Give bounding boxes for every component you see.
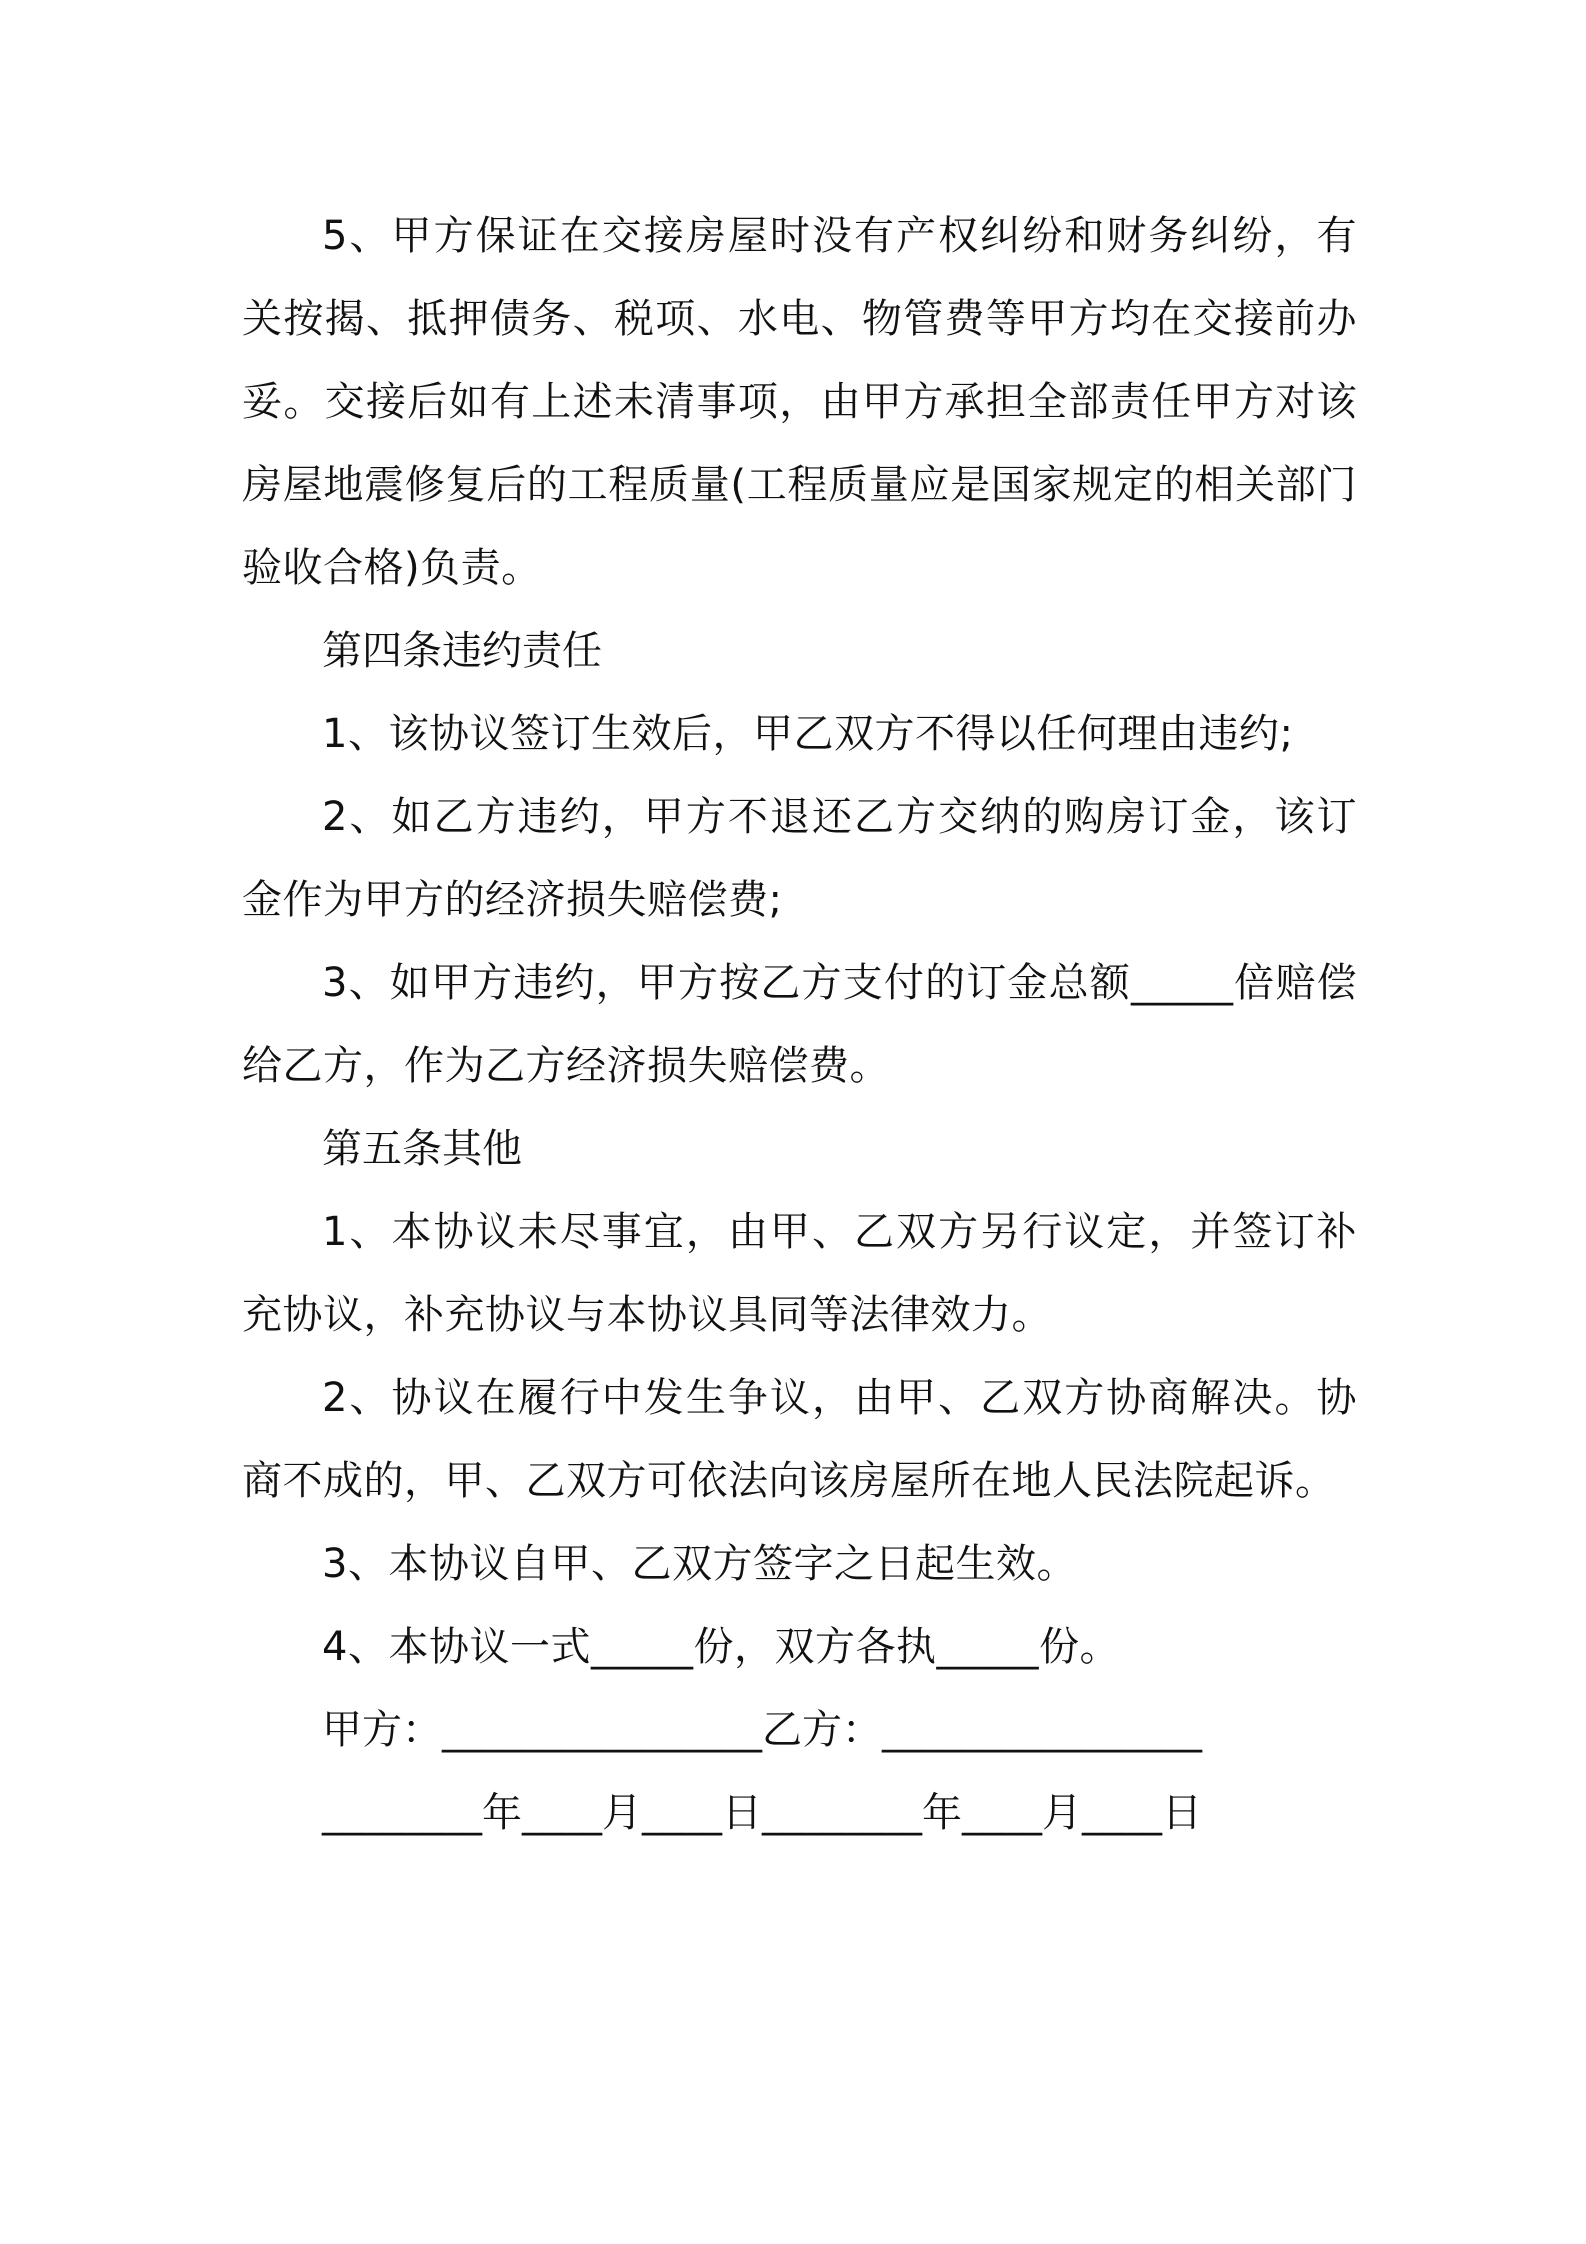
article-4-heading: 第四条违约责任 bbox=[322, 628, 602, 674]
clause-4-item-1: 1、该协议签订生效后，甲乙双方不得以任何理由违约; bbox=[322, 711, 1294, 757]
clause-5-item-2: 2、协议在履行中发生争议，由甲、乙双方协商解决。协商不成的，甲、乙双方可依法向该房屋所在地人民法院起诉。 bbox=[242, 1375, 1357, 1504]
clause-5-item-1: 1、本协议未尽事宜，由甲、乙双方另行议定，并签订补充协议，补充协议与本协议具同等法律效力。 bbox=[242, 1209, 1357, 1338]
clause-3-item-5: 5、甲方保证在交接房屋时没有产权纠纷和财务纠纷，有关按揭、抵押债务、税项、水电、物管费等甲方均在交接前办妥。交接后如有上述未清事项，由甲方承担全部责任甲方对该房屋地震修复后的工程质量(工程质量应是国家规定的相关部门验收合格)负责。 bbox=[242, 213, 1357, 591]
date-line: ________年____月____日________年____月____日 bbox=[322, 1790, 1202, 1836]
clause-5-item-4: 4、本协议一式_____份，双方各执_____份。 bbox=[322, 1624, 1120, 1670]
document-page bbox=[242, 195, 1357, 1855]
clause-5-item-3: 3、本协议自甲、乙双方签字之日起生效。 bbox=[322, 1541, 1077, 1587]
clause-4-item-3: 3、如甲方违约，甲方按乙方支付的订金总额_____倍赔偿给乙方，作为乙方经济损失赔偿费。 bbox=[242, 960, 1357, 1089]
clause-4-item-2: 2、如乙方违约，甲方不退还乙方交纳的购房订金，该订金作为甲方的经济损失赔偿费; bbox=[242, 794, 1357, 923]
article-5-heading: 第五条其他 bbox=[322, 1126, 522, 1172]
signature-line: 甲方：________________乙方：________________ bbox=[322, 1707, 1202, 1753]
